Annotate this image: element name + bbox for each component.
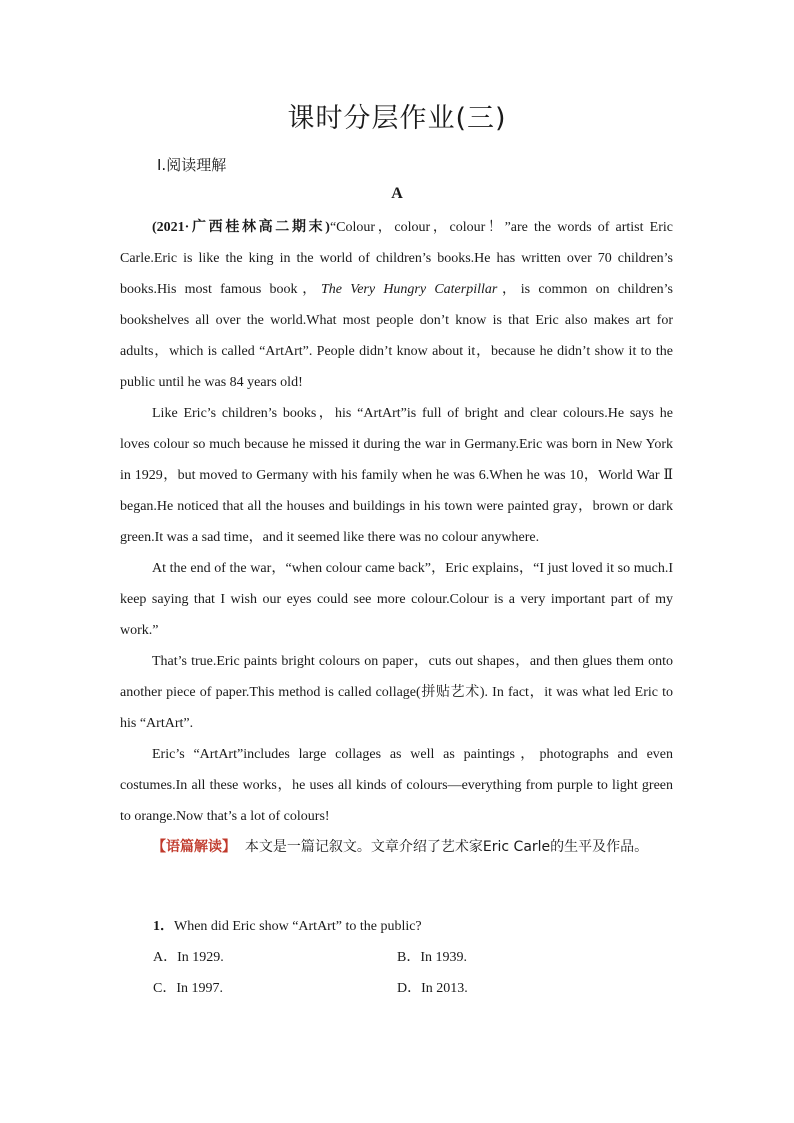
paragraph-1 xyxy=(120,212,673,398)
option-b[interactable]: B．In 1939. xyxy=(397,950,467,965)
book-title: The Very Hungry Caterpillar xyxy=(320,282,498,297)
question-text: When did Eric show “ArtArt” to the public? xyxy=(174,919,422,934)
option-d[interactable]: D．In 2013. xyxy=(397,981,468,996)
section-heading: Ⅰ.阅读理解 xyxy=(157,156,227,174)
analysis-tag: 【语篇解读】 xyxy=(152,839,236,855)
passage-body xyxy=(120,212,673,863)
analysis-text: 本文是一篇记叙文。文章介绍了艺术家Eric Carle的生平及作品。 xyxy=(244,839,649,855)
passage-label: A xyxy=(391,185,403,202)
source-note: (2021·广西桂林高二期末) xyxy=(152,220,330,235)
page-title: 课时分层作业(三) xyxy=(287,103,507,134)
option-a[interactable]: A．In 1929. xyxy=(153,950,224,965)
question-1 xyxy=(153,915,422,935)
analysis-note xyxy=(120,832,673,863)
paragraph-2: Like Eric’s children’s books，his “ArtArt”is full of bright and clear colours.He says he loves colour so much because he missed it during the war in Germany.Eric was born in New York in 1929，but moved to Germany with his family when he was 6.When he was 10，World War Ⅱ began.He noticed that all the houses and buildings in his town were painted gray，brown or dark green.It was a sad time，and it seemed like there was no colour anywhere. xyxy=(120,406,673,545)
paragraph-1-text: “Colour，colour，colour！”are the words of artist Eric Carle.Eric is like the king in the world of children’s books.He has written over 70 children’s books.His most famous book， xyxy=(120,220,673,297)
paragraph-4: That’s true.Eric paints bright colours on paper，cuts out shapes，and then glues them onto another piece of paper.This method is called collage(拼贴艺术). In fact，it was what led Eric to his “ArtArt”. xyxy=(120,654,673,731)
paragraph-3: At the end of the war，“when colour came back”，Eric explains，“I just loved it so much.I keep saying that I wish our eyes could see more colour.Colour is a very important part of my work.” xyxy=(120,561,673,638)
paragraph-5: Eric’s “ArtArt”includes large collages as well as paintings，photographs and even costumes.In all these works，he uses all kinds of colours—everything from purple to light green to orange.Now that’s a lot of colours! xyxy=(120,747,673,824)
paragraph-1-end: ，is common on children’s bookshelves all over the world.What most people don’t know is that Eric also makes art for adults，which is called “ArtArt”. People didn’t know about it，because he didn’t show it to the public until he was 84 years old! xyxy=(120,282,674,390)
option-c[interactable]: C．In 1997. xyxy=(153,981,223,996)
question-number: 1． xyxy=(153,919,174,934)
